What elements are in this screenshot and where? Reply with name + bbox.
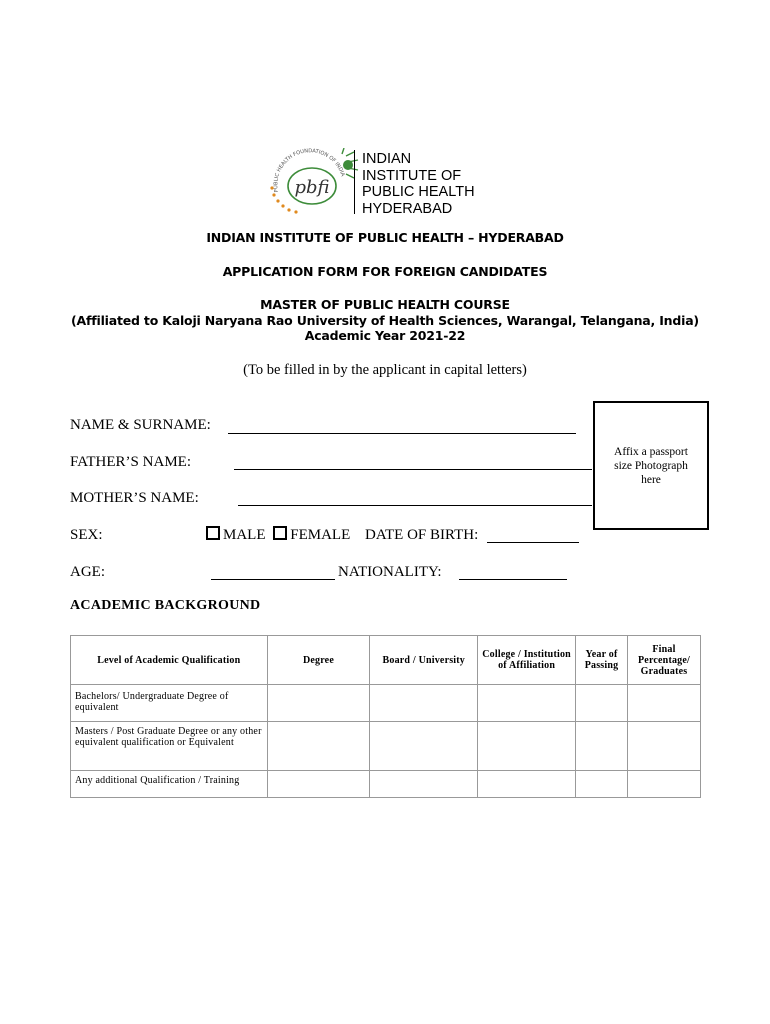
mother-name-label: MOTHER’S NAME: <box>70 490 199 506</box>
year-cell[interactable] <box>576 685 628 722</box>
affiliation-text: (Affiliated to Kaloji Naryana Rao University of Health Sciences, Warangal, Telangana, India) <box>71 313 699 328</box>
nationality-label: NATIONALITY: <box>338 564 442 580</box>
institute-heading: INDIAN INSTITUTE OF PUBLIC HEALTH – HYDERABAD <box>206 230 564 245</box>
instruction-note: (To be filled in by the applicant in capital letters) <box>243 362 527 378</box>
board-cell[interactable] <box>370 722 478 771</box>
percentage-cell[interactable] <box>628 722 701 771</box>
header-year: Year of Passing <box>576 636 628 685</box>
logo-emblem-text: pbfi <box>294 177 330 198</box>
female-checkbox[interactable] <box>273 526 287 540</box>
male-label: MALE <box>223 527 266 543</box>
logo-text <box>362 151 475 217</box>
age-label: AGE: <box>70 564 105 580</box>
nationality-field[interactable] <box>459 562 567 580</box>
college-cell[interactable] <box>478 722 576 771</box>
table-row <box>71 771 701 798</box>
mother-name-field[interactable] <box>238 488 592 506</box>
college-cell[interactable] <box>478 771 576 798</box>
header-percentage: Final Percentage/ Graduates <box>628 636 701 685</box>
college-cell[interactable] <box>478 685 576 722</box>
logo-divider <box>354 150 355 214</box>
degree-cell[interactable] <box>267 722 370 771</box>
degree-cell[interactable] <box>267 771 370 798</box>
sex-label: SEX: <box>70 527 103 543</box>
photo-line: Affix a passport <box>614 446 688 458</box>
row-label: Any additional Qualification / Training <box>71 771 268 798</box>
female-label: FEMALE <box>290 527 351 543</box>
sex-options <box>206 526 350 544</box>
row-label: Bachelors/ Undergraduate Degree of equivalent <box>71 685 268 722</box>
board-cell[interactable] <box>370 685 478 722</box>
degree-cell[interactable] <box>267 685 370 722</box>
form-title: APPLICATION FORM FOR FOREIGN CANDIDATES <box>222 264 548 279</box>
male-checkbox[interactable] <box>206 526 220 540</box>
photo-line: size Photograph <box>614 460 688 472</box>
logo-arc-text: PUBLIC HEALTH FOUNDATION OF INDIA <box>273 148 346 193</box>
name-label: NAME & SURNAME: <box>70 417 211 433</box>
name-field[interactable] <box>228 416 576 434</box>
percentage-cell[interactable] <box>628 685 701 722</box>
photo-instructions <box>595 445 707 487</box>
logo-line: INSTITUTE OF <box>362 167 462 184</box>
dob-field[interactable] <box>487 525 579 543</box>
header-board: Board / University <box>370 636 478 685</box>
photo-box[interactable] <box>593 401 709 530</box>
header-degree: Degree <box>267 636 370 685</box>
academic-section-title: ACADEMIC BACKGROUND <box>70 598 261 613</box>
academic-table <box>70 635 701 798</box>
pbfi-emblem-icon <box>266 148 361 218</box>
age-field[interactable] <box>211 562 335 580</box>
header-college: College / Institution of Affiliation <box>478 636 576 685</box>
row-label: Masters / Post Graduate Degree or any other equivalent qualification or Equivalent <box>71 722 268 771</box>
board-cell[interactable] <box>370 771 478 798</box>
father-name-field[interactable] <box>234 452 592 470</box>
table-header-row <box>71 636 701 685</box>
logo-line: INDIAN <box>362 151 412 167</box>
table-row <box>71 685 701 722</box>
year-cell[interactable] <box>576 722 628 771</box>
photo-line: here <box>641 474 661 486</box>
logo-line: PUBLIC HEALTH <box>362 184 475 200</box>
logo-line: HYDERABAD <box>362 200 453 217</box>
header-qualification: Level of Academic Qualification <box>71 636 268 685</box>
dob-label: DATE OF BIRTH: <box>365 527 479 543</box>
academic-year: Academic Year 2021-22 <box>304 328 466 343</box>
year-cell[interactable] <box>576 771 628 798</box>
course-title: MASTER OF PUBLIC HEALTH COURSE <box>260 297 510 312</box>
father-name-label: FATHER’S NAME: <box>70 454 191 470</box>
table-row <box>71 722 701 771</box>
percentage-cell[interactable] <box>628 771 701 798</box>
